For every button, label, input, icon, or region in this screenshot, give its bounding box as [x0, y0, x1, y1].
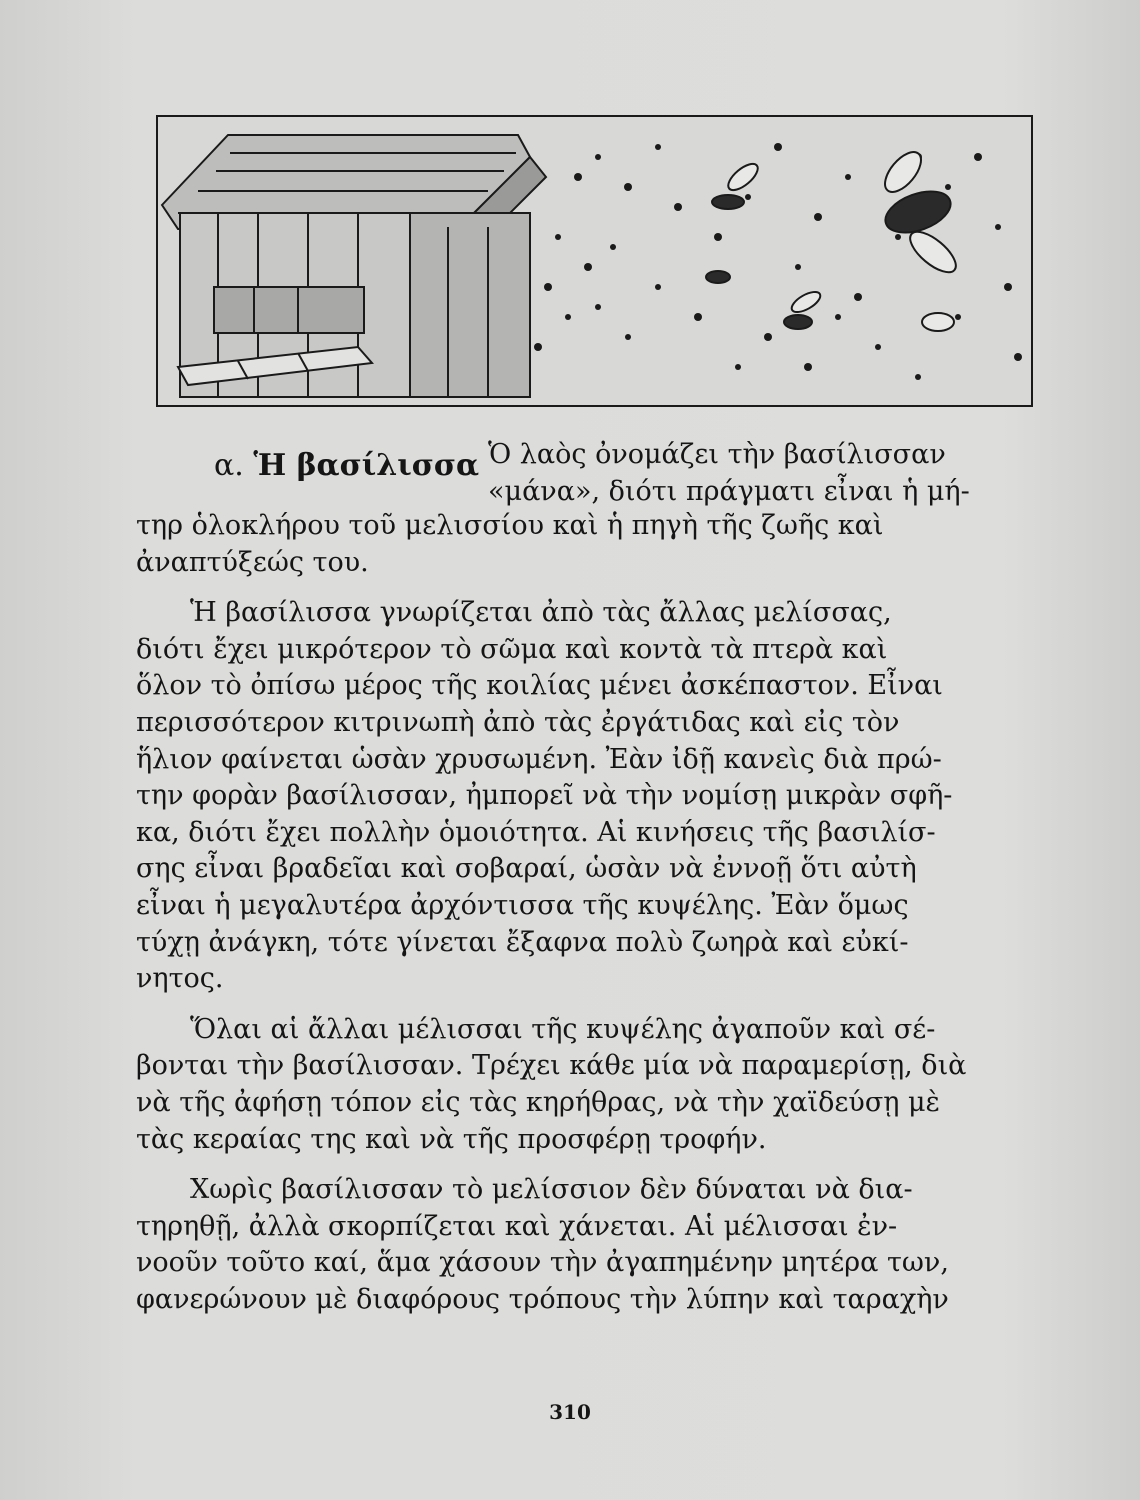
text-line: νὰ τῆς ἀφήσῃ τόπον εἰς τὰς κηρήθρας, νὰ τὴν χαϊδεύσῃ μὲ: [136, 1086, 941, 1118]
page-number: 310: [549, 1400, 591, 1424]
text-line: τηρ ὁλοκλήρου τοῦ μελισσίου καὶ ἡ πηγὴ τῆς ζωῆς καὶ: [136, 510, 884, 541]
text-line: Ὁ λαὸς ὀνομάζει τὴν βασίλισσαν: [488, 439, 946, 470]
text-line: τηρηθῇ, ἀλλὰ σκορπίζεται καὶ χάνεται. Αἱ μέλισσαι ἐν-: [136, 1210, 898, 1242]
body-text: [136, 508, 1028, 1318]
text-line: ὅλον τὸ ὀπίσω μέρος τῆς κοιλίας μένει ἀσκέπαστον. Εἶναι: [136, 670, 943, 702]
section-heading: [214, 448, 479, 483]
text-line: βονται τὴν βασίλισσαν. Τρέχει κάθε μία νὰ παραμερίσῃ, διὰ: [136, 1050, 967, 1082]
text-line: τύχῃ ἀνάγκη, τότε γίνεται ἔξαφνα πολὺ ζωηρὰ καὶ εὐκί-: [136, 926, 909, 958]
text-line: νοοῦν τοῦτο καί, ἅμα χάσουν τὴν ἀγαπημένην μητέρα των,: [136, 1247, 949, 1279]
text-line: τὰς κεραίας της καὶ νὰ τῆς προσφέρῃ τροφήν.: [136, 1123, 767, 1155]
paragraph-3: [136, 1012, 1028, 1172]
hive-body: [178, 213, 530, 397]
text-line: περισσότερον κιτρινωπὴ ἀπὸ τὰς ἐργάτιδας καὶ εἰς τὸν: [136, 706, 900, 738]
text-line: «μάνα», διότι πράγματι εἶναι ἡ μή-: [488, 476, 970, 507]
text-line: Ὅλαι αἱ ἄλλαι μέλισσαι τῆς κυψέλης ἀγαποῦν καὶ σέ-: [190, 1013, 936, 1045]
text-line: νητος.: [136, 963, 224, 995]
text-line: κα, διότι ἔχει πολλὴν ὁμοιότητα. Αἱ κινήσεις τῆς βασιλίσ-: [136, 816, 936, 848]
text-line: Ἡ βασίλισσα γνωρίζεται ἀπὸ τὰς ἄλλας μελίσσας,: [190, 597, 892, 629]
text-line: εἶναι ἡ μεγαλυτέρα ἀρχόντισσα τῆς κυψέλης. Ἐὰν ὅμως: [136, 889, 909, 921]
section-number: α.: [214, 448, 244, 483]
beehive-illustration: [156, 115, 1033, 407]
text-line: την φορὰν βασίλισσαν, ἠμπορεῖ νὰ τὴν νομίσῃ μικρὰν σφῆ-: [136, 780, 953, 812]
paragraph-2-continued: [136, 632, 1028, 1012]
beehive-and-bees-drawing: [158, 117, 1033, 407]
paragraph-2: [136, 595, 1028, 632]
large-bees: [706, 146, 962, 331]
text-line: σης εἶναι βραδεῖαι καὶ σοβαραί, ὡσὰν νὰ ἐννοῇ ὅτι αὐτὴ: [136, 853, 917, 885]
text-line: ἀναπτύξεώς του.: [136, 546, 369, 578]
text-line: ἥλιον φαίνεται ὡσὰν χρυσωμένη. Ἐὰν ἰδῇ κανεὶς διὰ πρώ-: [136, 743, 942, 775]
text-line: Χωρὶς βασίλισσαν τὸ μελίσσιον δὲν δύναται νὰ δια-: [190, 1174, 913, 1206]
text-line: διότι ἔχει μικρότερον τὸ σῶμα καὶ κοντὰ τὰ πτερὰ καὶ: [136, 633, 888, 665]
paragraph-4: [136, 1172, 1028, 1318]
opening-text: [488, 436, 1028, 510]
section-title: Ἡ βασίλισσα: [253, 448, 480, 483]
paragraph-1: [136, 508, 1028, 595]
text-line: φανερώνουν μὲ διαφόρους τρόπους τὴν λύπην καὶ ταραχὴν: [136, 1283, 949, 1315]
